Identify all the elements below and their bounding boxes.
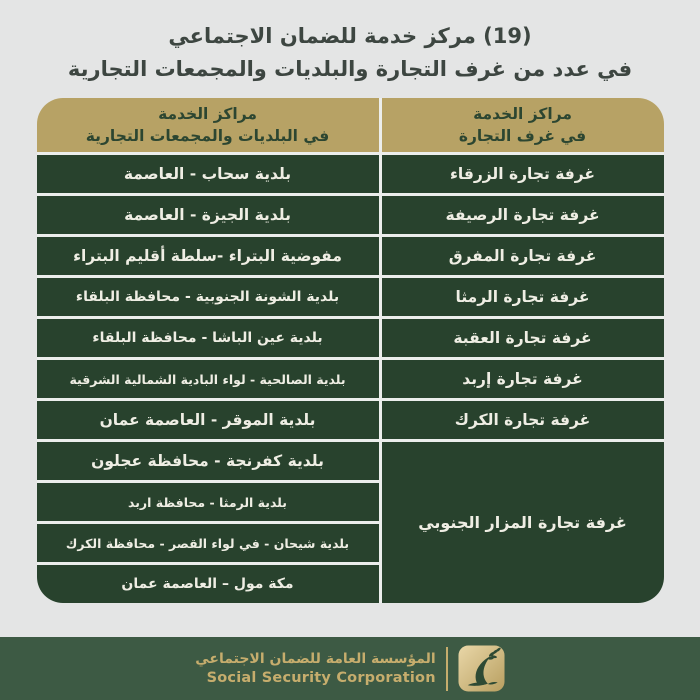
cell-municipality-ramtha: بلدية الرمثا - محافظة اربد	[37, 483, 379, 521]
org-name-english: Social Security Corporation	[206, 670, 436, 686]
column-header-municipalities	[37, 98, 379, 152]
ssc-logo	[458, 645, 505, 692]
column-header-municipalities-line1: مراكز الخدمة	[158, 104, 257, 123]
cell-mecca-mall: مكة مول – العاصمة عمان	[37, 565, 379, 603]
column-header-chambers	[382, 98, 664, 152]
cell-chamber-irbid: غرفة تجارة إربد	[382, 360, 664, 398]
tree-logo-icon	[458, 645, 505, 692]
title-line-1: (19) مركز خدمة للضمان الاجتماعي	[168, 24, 532, 48]
cell-chamber-southern-mazar-merged: غرفة تجارة المزار الجنوبي	[382, 442, 664, 603]
column-header-chambers-line1: مراكز الخدمة	[473, 104, 572, 123]
column-header-municipalities-line2: في البلديات والمجمعات التجارية	[85, 127, 330, 146]
cell-chamber-russeifa: غرفة تجارة الرصيفة	[382, 196, 664, 234]
cell-municipality-muwaqqar: بلدية الموقر - العاصمة عمان	[37, 401, 379, 439]
cell-municipality-salhiya: بلدية الصالحية - لواء البادية الشمالية الشرقية	[37, 360, 379, 398]
footer-brand-bar	[0, 637, 700, 700]
cell-municipality-jiza: بلدية الجيزة - العاصمة	[37, 196, 379, 234]
cell-chamber-mafraq: غرفة تجارة المفرق	[382, 237, 664, 275]
page-title	[68, 20, 632, 85]
cell-municipality-shihan: بلدية شيحان - في لواء القصر - محافظة الكرك	[37, 524, 379, 562]
cell-municipality-sahab: بلدية سحاب - العاصمة	[37, 155, 379, 193]
cell-municipality-ain-basha: بلدية عين الباشا - محافظة البلقاء	[37, 319, 379, 357]
cell-municipality-kufranjah: بلدية كفرنجة - محافظة عجلون	[37, 442, 379, 480]
cell-chamber-aqaba: غرفة تجارة العقبة	[382, 319, 664, 357]
cell-municipality-south-shuneh: بلدية الشونة الجنوبية - محافظة البلقاء	[37, 278, 379, 316]
footer-divider	[446, 647, 448, 691]
column-header-chambers-line2: في غرف التجارة	[458, 127, 587, 146]
service-centers-table	[37, 98, 664, 603]
org-name-arabic: المؤسسة العامة للضمان الاجتماعي	[195, 651, 436, 667]
cell-chamber-ramtha: غرفة تجارة الرمثا	[382, 278, 664, 316]
cell-chamber-zarqa: غرفة تجارة الزرقاء	[382, 155, 664, 193]
title-line-2: في عدد من غرف التجارة والبلديات والمجمعات التجارية	[67, 56, 633, 81]
cell-municipality-petra-commission: مفوضية البتراء -سلطة أقليم البتراء	[37, 237, 379, 275]
org-name-block	[195, 651, 435, 686]
cell-chamber-karak: غرفة تجارة الكرك	[382, 401, 664, 439]
